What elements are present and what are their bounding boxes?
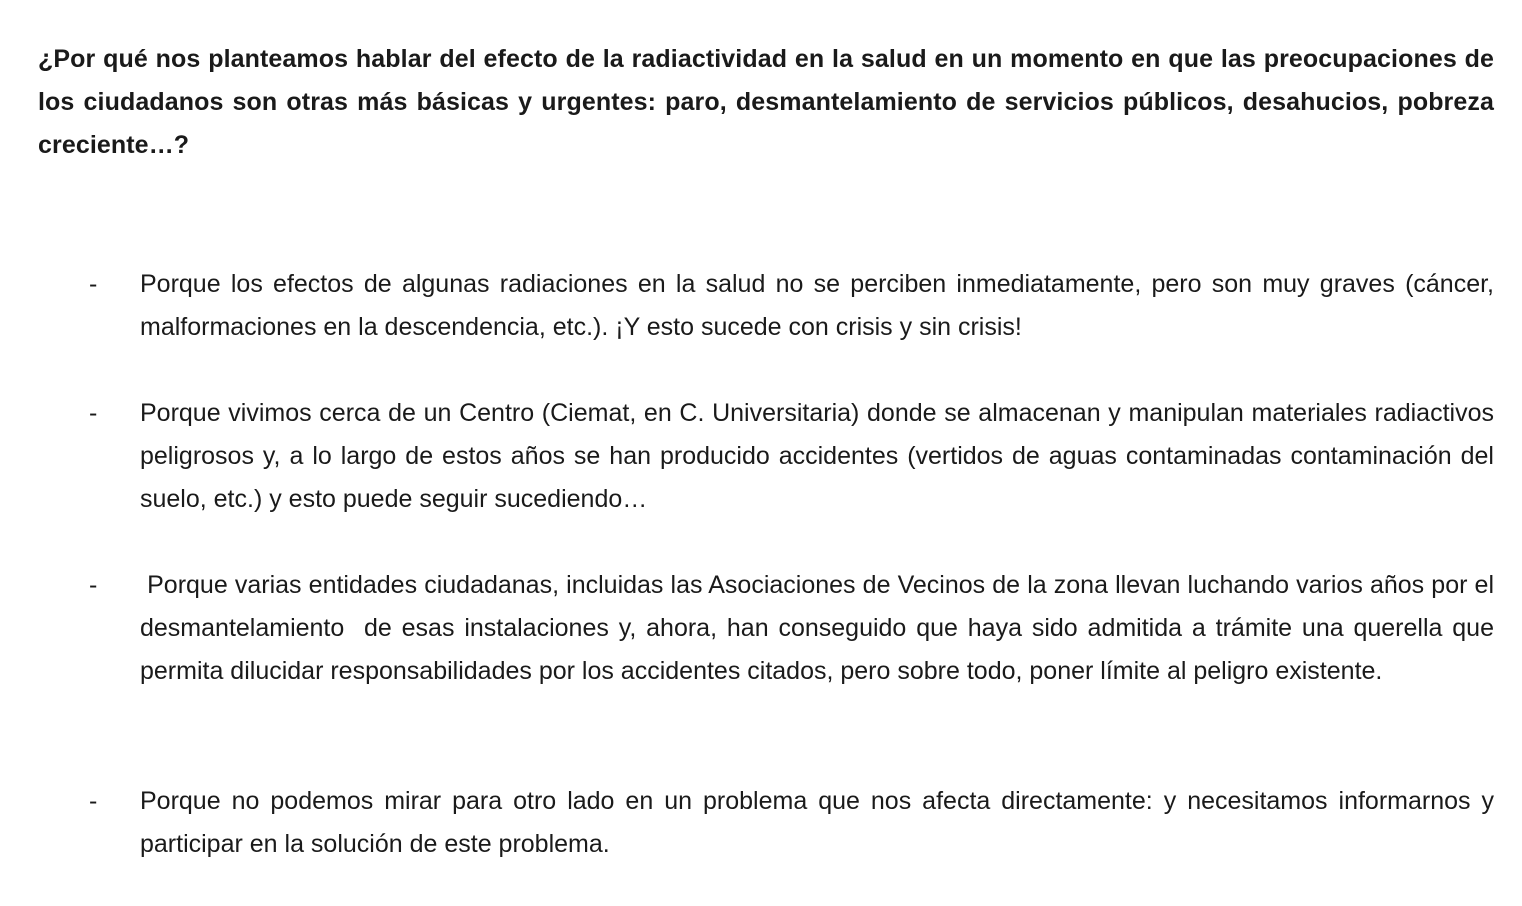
list-bullet: - bbox=[89, 571, 98, 599]
list-bullet: - bbox=[89, 787, 98, 815]
list-item-text: Porque vivimos cerca de un Centro (Ciemat, en C. Universitaria) donde se almacenan y manipulan materiales radiactivos peligrosos y, a lo largo de estos años se han producido accidentes (vertidos de aguas contaminadas contaminación del suelo, etc.) y esto puede seguir sucediendo… bbox=[140, 399, 1494, 513]
list-bullet: - bbox=[89, 270, 98, 298]
list-bullet: - bbox=[89, 399, 98, 427]
list-item-text: Porque no podemos mirar para otro lado en un problema que nos afecta directamente: y necesitamos informarnos y participar en la solución de este problema. bbox=[140, 787, 1494, 858]
list-item-text: Porque los efectos de algunas radiaciones en la salud no se perciben inmediatamente, pero son muy graves (cáncer, malformaciones en la descendencia, etc.). ¡Y esto sucede con crisis y sin crisis! bbox=[140, 270, 1494, 341]
list-item-text: Porque varias entidades ciudadanas, incluidas las Asociaciones de Vecinos de la zona llevan luchando varios años por el desmantelamiento de esas instalaciones y, ahora, han conseguido que haya sido admitida a trámite una querella que permita dilucidar responsabilidades por los accidentes citados, pero sobre todo, poner límite al peligro existente. bbox=[140, 571, 1501, 685]
document-heading: ¿Por qué nos planteamos hablar del efecto de la radiactividad en la salud en un momento en que las preocupaciones de los ciudadanos son otras más básicas y urgentes: paro, desmantelamiento de servicios públicos, desahucios, pobreza creciente…? bbox=[38, 45, 1494, 159]
